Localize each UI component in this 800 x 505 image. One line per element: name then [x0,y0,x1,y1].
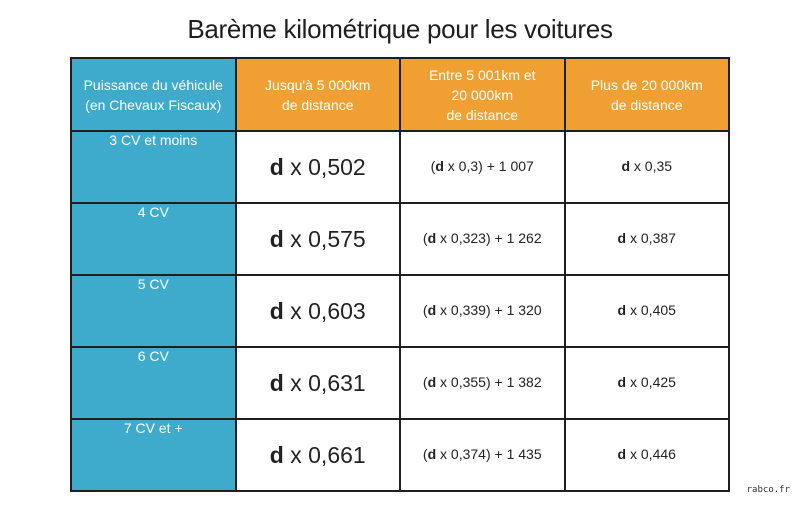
header-over-20000km [565,58,730,131]
table-row [71,419,729,491]
header-vehicle-power [71,58,236,131]
distance-variable: d [427,374,437,390]
rate-value: x 0,405 [626,302,676,318]
rate-addition: + 1 382 [490,374,542,390]
distance-variable: d [617,230,627,246]
rate-addition: + 1 007 [482,158,534,174]
vehicle-power-cell [71,275,236,347]
distance-variable: d [427,302,437,318]
rate-addition: + 1 262 [490,230,542,246]
vehicle-power-label: 6 CV [137,348,169,364]
rate-multiplier: x 0,355) [436,374,491,390]
distance-variable: d [617,374,627,390]
vehicle-power-cell [71,203,236,275]
distance-variable: d [269,369,284,396]
vehicle-power-cell [71,131,236,203]
rate-over-20000km-cell [565,275,730,347]
rate-value: x 0,35 [630,158,673,174]
rate-multiplier: x 0,339) [436,302,491,318]
header-line: (en Chevaux Fiscaux) [85,96,222,113]
vehicle-power-cell [71,419,236,491]
rate-value: x 0,575 [290,225,366,252]
page-title: Barème kilométrique pour les voitures [187,14,613,44]
rate-value: x 0,502 [290,153,366,180]
rate-value: x 0,603 [290,297,366,324]
open-paren: ( [422,230,428,246]
header-line: Jusqu'à 5 000km [265,76,371,93]
table-row [71,347,729,419]
rate-5001-to-20000km-cell [400,419,565,491]
header-line: Puissance du véhicule [83,76,223,93]
rate-addition: + 1 435 [490,446,542,462]
header-up-to-5000km [236,58,401,131]
rate-multiplier: x 0,3) [443,158,483,174]
distance-variable: d [427,446,437,462]
vehicle-power-label: 4 CV [137,204,169,220]
vehicle-power-label: 5 CV [137,276,169,292]
open-paren: ( [422,302,428,318]
header-line: 20 000km [451,86,513,103]
distance-variable: d [269,153,284,180]
rate-over-20000km-cell [565,419,730,491]
vehicle-power-cell [71,347,236,419]
rate-value: x 0,425 [626,374,676,390]
rate-value: x 0,661 [290,441,366,468]
rate-over-20000km-cell [565,347,730,419]
distance-variable: d [269,225,284,252]
distance-variable: d [269,297,284,324]
distance-variable: d [621,158,631,174]
rate-multiplier: x 0,374) [436,446,491,462]
mileage-scale-table [70,57,730,492]
rate-5001-to-20000km-cell [400,347,565,419]
rate-5001-to-20000km-cell [400,131,565,203]
rate-up-to-5000km-cell [236,203,401,275]
rate-over-20000km-cell [565,203,730,275]
rate-up-to-5000km-cell [236,131,401,203]
rate-value: x 0,631 [290,369,366,396]
header-line: de distance [281,96,354,113]
header-line: Entre 5 001km et [428,66,536,83]
open-paren: ( [422,446,428,462]
rate-addition: + 1 320 [490,302,542,318]
vehicle-power-label: 3 CV et moins [109,132,198,148]
open-paren: ( [430,158,436,174]
rate-up-to-5000km-cell [236,347,401,419]
rate-multiplier: x 0,323) [436,230,491,246]
distance-variable: d [435,158,444,174]
distance-variable: d [617,446,627,462]
rate-up-to-5000km-cell [236,419,401,491]
header-line: de distance [610,96,683,113]
vehicle-power-label: 7 CV et + [123,420,183,436]
open-paren: ( [422,374,428,390]
header-5001-to-20000km [400,58,565,131]
rate-over-20000km-cell [565,131,730,203]
rate-value: x 0,446 [626,446,676,462]
distance-variable: d [427,230,437,246]
rate-5001-to-20000km-cell [400,203,565,275]
header-row [71,58,729,131]
header-line: de distance [446,106,519,123]
rate-up-to-5000km-cell [236,275,401,347]
watermark: rabco.fr [746,485,790,495]
distance-variable: d [269,441,284,468]
header-line: Plus de 20 000km [590,76,703,93]
table-row [71,275,729,347]
rate-value: x 0,387 [626,230,676,246]
table-row [71,131,729,203]
table-row [71,203,729,275]
rate-5001-to-20000km-cell [400,275,565,347]
distance-variable: d [617,302,627,318]
